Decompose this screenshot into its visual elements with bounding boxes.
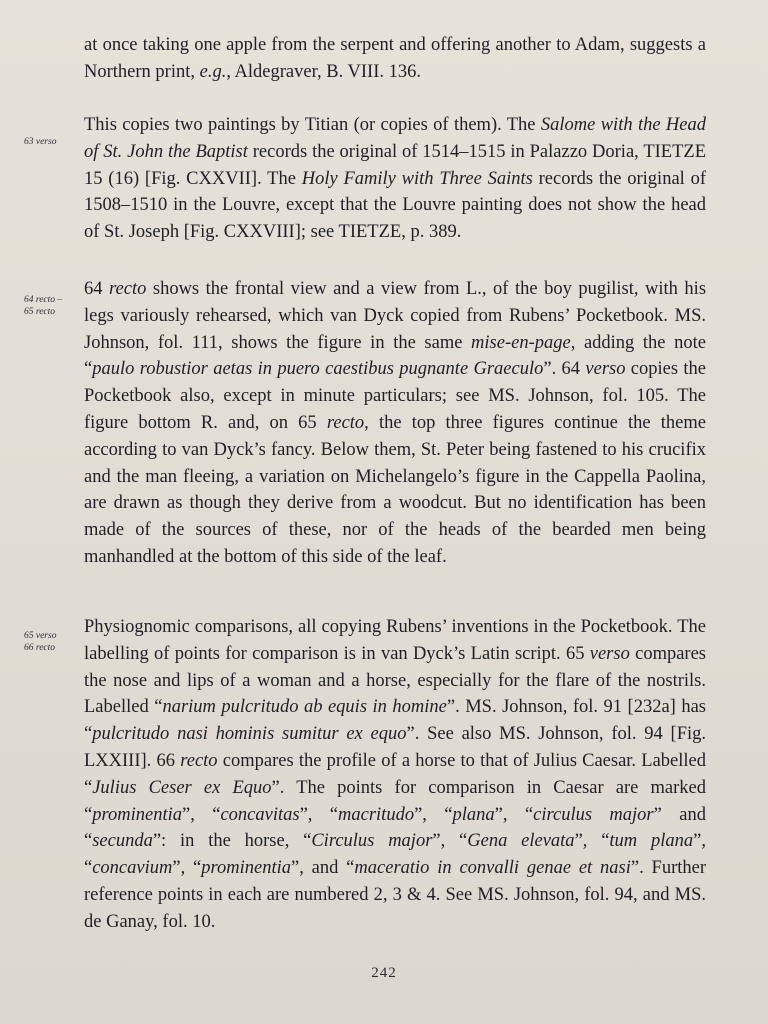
margin-reference-line: 66 recto (24, 643, 56, 653)
margin-reference (24, 294, 76, 318)
paragraph-text: This copies two paintings by Titian (or copies of them). The Salome with the Head of St. John the Baptist records the original of 1514–1515 in Palazzo Doria, TIETZE 15 (16) [Fig. CXXVII]. The Holy Family with Three Saints records the original of 1508–1510 in the Louvre, except that the Louvre painting does not show the head of St. Joseph [Fig. CXXVIII]; see TIETZE, p. 389. (84, 115, 706, 243)
margin-reference (24, 136, 76, 148)
margin-reference-line: 65 recto (24, 307, 56, 317)
paragraph-text: Physiognomic comparisons, all copying Rubens’ inventions in the Pocketbook. The labelling of points for comparison is in van Dyck’s Latin script. 65 verso compares the nose and lips of a woman and a horse, especially for the flare of the nostrils. Labelled “narium pulcritudo ab equis in homine”. MS. Johnson, fol. 91 [232a] has “pulcritudo nasi hominis sumitur ex equo”. See also MS. Johnson, fol. 94 [Fig. LXXIII]. 66 recto compares the profile of a horse to that of Julius Caesar. Labelled “Julius Ceser ex Equo”. The points for comparison in Caesar are marked “prominentia”, “concavitas”, “macritudo”, “plana”, “circulus major” and “secunda”: in the horse, “Circulus major”, “Gena elevata”, “tum plana”, “concavium”, “prominentia”, and “maceratio in convalli genae et nasi”. Further reference points in each are numbered 2, 3 & 4. See MS. Johnson, fol. 94, and MS. de Ganay, fol. 10. (84, 617, 707, 932)
paragraph-text: 64 recto shows the frontal view and a view from L., of the boy pugilist, with his legs variously rehearsed, which van Dyck copied from Rubens’ Pocketbook. MS. Johnson, fol. 111, shows the figure in the same mise-en-page, adding the note “paulo robustior aetas in puero caestibus pugnante Graeculo”. 64 verso copies the Pocketbook also, except in minute particulars; see MS. Johnson, fol. 105. The figure bottom R. and, on 65 recto, the top three figures continue the theme according to van Dyck’s fancy. Below them, St. Peter being fastened to his crucifix and the man fleeing, a variation on Michelangelo’s figure in the Cappella Paolina, are drawn as though they derive from a woodcut. But no identification has been made of the sources of these, nor of the heads of the bearded men being manhandled at the bottom of this side of the leaf. (84, 279, 707, 567)
paragraph-text: at once taking one apple from the serpent and offering another to Adam, suggests a Northern print, e.g., Aldegraver, B. VIII. 136. (84, 35, 706, 82)
margin-reference-line: 65 verso (24, 631, 57, 641)
margin-reference (24, 630, 76, 654)
page-number: 242 (371, 965, 397, 981)
margin-reference-line: 64 recto – (24, 295, 63, 305)
margin-reference-line: 63 verso (24, 137, 57, 147)
